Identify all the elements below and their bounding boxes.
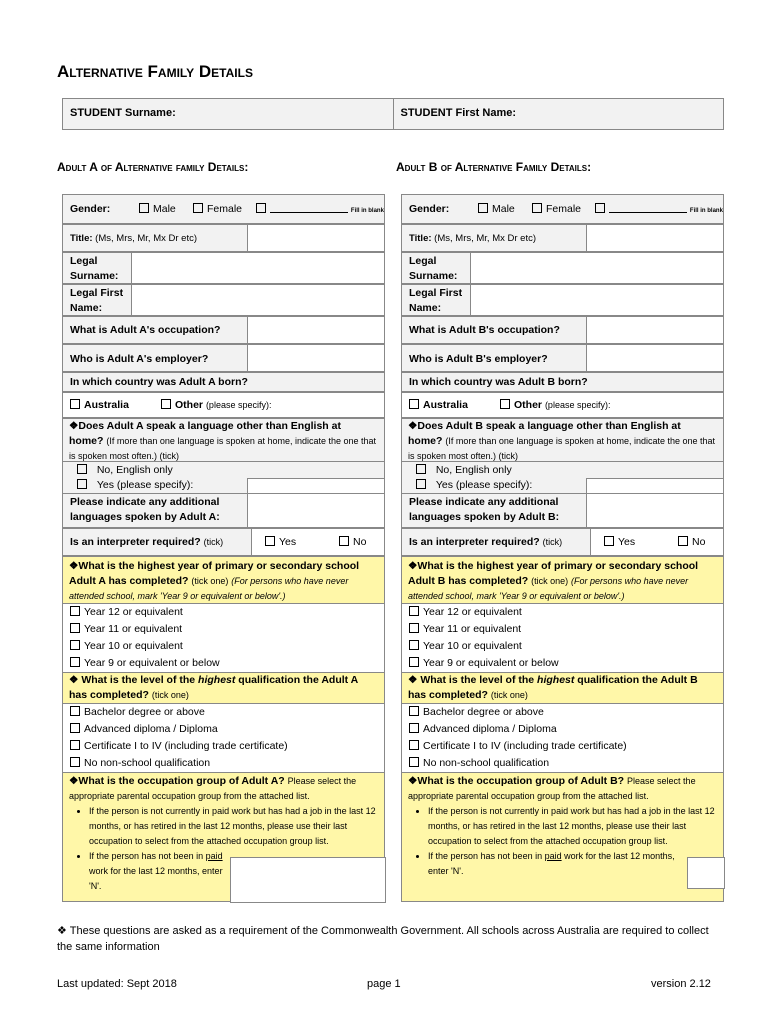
checkbox-icon[interactable]	[678, 536, 688, 546]
footnote	[57, 923, 722, 955]
legal-firstname-input[interactable]	[131, 285, 384, 315]
occupation: What is Adult A's occupation?	[70, 324, 221, 336]
page-title: Alternative Family Details	[57, 62, 253, 81]
title-input[interactable]	[247, 225, 384, 251]
country-options	[401, 392, 724, 418]
legal-surname-input[interactable]	[131, 253, 384, 283]
interpreter-row	[62, 528, 385, 556]
diamond-icon: ❖	[408, 674, 418, 686]
checkbox-icon[interactable]	[532, 203, 542, 213]
lang-no: No, English only	[435, 464, 512, 476]
student-surname-label[interactable]: STUDENT Surname:	[63, 99, 394, 129]
school-opts-3: Year 9 or equivalent or below	[84, 657, 220, 669]
legal-firstname-row	[401, 284, 724, 316]
lang-hint: (If more than one language is spoken at home, indicate the one that is spoken most often.) (tick)	[408, 436, 716, 461]
lang-specify-input[interactable]	[247, 478, 384, 493]
qual-opts-1: Advanced diploma / Diploma	[84, 723, 218, 735]
qual-opts-0: Bachelor degree or above	[423, 706, 544, 718]
occupation-row	[62, 316, 385, 344]
lang-yes-option[interactable]	[77, 478, 193, 493]
title-hint: (Ms, Mrs, Mr, Mx Dr etc)	[434, 233, 537, 244]
school-opt-1[interactable]	[409, 622, 521, 637]
employer-row	[62, 344, 385, 372]
checkbox-icon[interactable]	[478, 203, 488, 213]
school-options	[401, 604, 724, 672]
checkbox-icon[interactable]	[339, 536, 349, 546]
occ-bullet2-post: work for the last 12 months, enter 'N'.	[89, 866, 223, 891]
interpreter-tick: (tick)	[203, 537, 224, 547]
employer: Who is Adult B's employer?	[409, 353, 548, 365]
checkbox-icon[interactable]	[70, 606, 80, 616]
gender-other[interactable]	[595, 202, 723, 219]
legal-surname-row	[401, 252, 724, 284]
school-opt-3[interactable]	[70, 656, 220, 671]
legal-first: Legal First Name:	[409, 287, 463, 314]
additional-lang-input[interactable]	[247, 494, 384, 527]
interpreter-row	[401, 528, 724, 556]
lang-no-option[interactable]	[416, 463, 512, 478]
diamond-icon: ❖	[69, 420, 79, 432]
qual-q-post: qualification the Adult A has completed?	[69, 674, 358, 701]
country-australia[interactable]	[70, 398, 129, 413]
legal-surname: Legal Surname:	[70, 255, 119, 282]
checkbox-icon[interactable]	[409, 623, 419, 633]
interpreter-yes[interactable]	[265, 535, 296, 550]
checkbox-icon[interactable]	[416, 479, 426, 489]
female: Female	[546, 203, 582, 215]
occ-bullet2-pre: If the person has not been in	[89, 851, 206, 861]
occupation-input[interactable]	[586, 317, 723, 343]
checkbox-icon[interactable]	[409, 606, 419, 616]
legal-firstname-row	[62, 284, 385, 316]
school-question	[401, 556, 724, 604]
adult-b-heading: Adult B of Alternative Family Details:	[396, 160, 592, 174]
checkbox-icon[interactable]	[409, 757, 419, 767]
occupation-group-section	[401, 772, 724, 902]
student-name-row	[62, 98, 724, 130]
qual-tick: (tick one)	[151, 690, 189, 700]
gender-label: Gender:	[70, 203, 111, 215]
qualification-options	[62, 704, 385, 772]
checkbox-icon[interactable]	[409, 657, 419, 667]
student-firstname-label[interactable]: STUDENT First Name:	[400, 107, 517, 119]
occ-group-hint: Please select the appropriate parental occupation group from the attached list.	[408, 776, 696, 801]
checkbox-icon[interactable]	[500, 399, 510, 409]
diamond-icon: ❖	[408, 420, 418, 432]
school-opt-1[interactable]	[70, 622, 182, 637]
checkbox-icon[interactable]	[70, 657, 80, 667]
qual-opt-3[interactable]	[409, 756, 549, 771]
lang-specify-input[interactable]	[586, 478, 723, 493]
yes: Yes	[279, 536, 297, 548]
interpreter-options	[251, 529, 384, 555]
checkbox-icon[interactable]	[409, 706, 419, 716]
gender-other[interactable]	[256, 202, 384, 219]
school-opt-0[interactable]	[70, 605, 183, 620]
occ-bullet2-post: work for the last 12 months, enter 'N'.	[428, 851, 675, 876]
title-row	[401, 224, 724, 252]
school-opts-0: Year 12 or equivalent	[423, 606, 522, 618]
occ-group-q: What is the occupation group of Adult A?	[78, 775, 285, 787]
school-q: What is the highest year of primary or secondary school Adult B has completed?	[408, 560, 699, 587]
occupation-group-section	[62, 772, 385, 902]
footer-updated: Last updated: Sept 2018	[57, 978, 177, 990]
adult-a-heading: Adult A of Alternative family Details:	[57, 160, 249, 174]
gender-male[interactable]	[139, 202, 176, 217]
interpreter-tick: (tick)	[542, 537, 563, 547]
no: No	[353, 536, 367, 548]
school-opts-3: Year 9 or equivalent or below	[423, 657, 559, 669]
school-opt-0[interactable]	[409, 605, 522, 620]
diamond-icon: ❖	[57, 925, 67, 937]
qual-q-em: highest	[537, 674, 575, 686]
country-row	[62, 372, 385, 392]
school-tick: (tick one)	[531, 576, 569, 586]
diamond-icon: ❖	[69, 775, 79, 787]
male: Male	[492, 203, 515, 215]
checkbox-icon[interactable]	[409, 740, 419, 750]
qual-opt-1[interactable]	[70, 722, 218, 737]
legal-surname-row	[62, 252, 385, 284]
footnote-text: These questions are asked as a requirement of the Commonwealth Government. All schools across Australia are required to collect the same information	[57, 925, 709, 953]
school-hint: (For persons who have never attended school, mark 'Year 9 or equivalent or below'.)	[69, 576, 349, 601]
gender-row	[401, 194, 724, 224]
country-row	[401, 372, 724, 392]
employer-input[interactable]	[247, 345, 384, 371]
qual-opt-2[interactable]	[70, 739, 288, 754]
legal-surname: Legal Surname:	[409, 255, 458, 282]
footer-page: page 1	[367, 978, 401, 990]
lang-q: Does Adult A speak a language other than English at home?	[69, 420, 341, 447]
school-opt-3[interactable]	[409, 656, 559, 671]
qual-opts-2: Certificate I to IV (including trade certificate)	[423, 740, 627, 752]
qualification-question	[62, 672, 385, 704]
language-question	[401, 418, 724, 462]
school-opts-1: Year 11 or equivalent	[84, 623, 183, 635]
australia: Australia	[84, 399, 129, 411]
female: Female	[207, 203, 243, 215]
gender-label: Gender:	[409, 203, 450, 215]
qual-opts-1: Advanced diploma / Diploma	[423, 723, 557, 735]
qual-opt-1[interactable]	[409, 722, 557, 737]
interpreter-yes[interactable]	[604, 535, 635, 550]
checkbox-icon[interactable]	[70, 706, 80, 716]
diamond-icon: ❖	[408, 560, 418, 572]
lang-hint: (If more than one language is spoken at home, indicate the one that is spoken most often.) (tick)	[69, 436, 377, 461]
checkbox-icon[interactable]	[70, 757, 80, 767]
language-options	[62, 462, 385, 494]
country-options	[62, 392, 385, 418]
occ-bullet-2	[428, 849, 683, 879]
interpreter-options	[590, 529, 723, 555]
occ-group-hint: Please select the appropriate parental occupation group from the attached list.	[69, 776, 357, 801]
lang-yes: Yes (please specify):	[435, 479, 533, 491]
qual-q-pre: What is the level of the	[81, 674, 199, 686]
checkbox-icon[interactable]	[70, 399, 80, 409]
interpreter: Is an interpreter required?	[409, 536, 540, 548]
lang-yes-option[interactable]	[416, 478, 532, 493]
qual-opt-2[interactable]	[409, 739, 627, 754]
checkbox-icon[interactable]	[409, 640, 419, 650]
other-hint: (please specify):	[205, 400, 272, 410]
school-opts-2: Year 10 or equivalent	[423, 640, 522, 652]
checkbox-icon[interactable]	[595, 203, 605, 213]
school-options	[62, 604, 385, 672]
country-australia[interactable]	[409, 398, 468, 413]
qual-opt-0[interactable]	[70, 705, 205, 720]
lang-yes: Yes (please specify):	[96, 479, 194, 491]
qualification-question	[401, 672, 724, 704]
employer-row	[401, 344, 724, 372]
qual-opt-3[interactable]	[70, 756, 210, 771]
country-other[interactable]	[161, 398, 271, 413]
language-question	[62, 418, 385, 462]
employer-input[interactable]	[586, 345, 723, 371]
occ-bullet-1: • If the person is not currently in paid work but has had a job in the last 12 months, or has retired in the last 12 months, please use their last occupation to select from the attached occupation group list.	[89, 804, 378, 849]
occupation: What is Adult B's occupation?	[409, 324, 560, 336]
checkbox-icon[interactable]	[161, 399, 171, 409]
fill-in: Fill in blank	[350, 208, 384, 214]
lang-q: Does Adult B speak a language other than English at home?	[408, 420, 681, 447]
qual-opts-3: No non-school qualification	[423, 757, 550, 769]
occ-bullet-1: • If the person is not currently in paid work but has had a job in the last 12 months, or has retired in the last 12 months, please use their last occupation to select from the attached occupation group list.	[428, 804, 717, 849]
additional-lang-row	[401, 494, 724, 528]
title-label: Title:	[409, 233, 432, 244]
occ-group-q: What is the occupation group of Adult B?	[417, 775, 625, 787]
occ-bullet-2	[89, 849, 224, 894]
qual-opt-0[interactable]	[409, 705, 544, 720]
interpreter-no[interactable]	[678, 535, 705, 550]
school-opt-2[interactable]	[70, 639, 183, 654]
school-question	[62, 556, 385, 604]
checkbox-icon[interactable]	[70, 723, 80, 733]
checkbox-icon[interactable]	[139, 203, 149, 213]
occ-bullet2-pre: If the person has not been in	[428, 851, 545, 861]
school-q: What is the highest year of primary or secondary school Adult A has completed?	[69, 560, 360, 587]
lang-no: No, English only	[96, 464, 173, 476]
checkbox-icon[interactable]	[70, 623, 80, 633]
australia: Australia	[423, 399, 468, 411]
occupation-group-input[interactable]	[687, 857, 725, 889]
qualification-options	[401, 704, 724, 772]
gender-male[interactable]	[478, 202, 515, 217]
school-hint: (For persons who have never attended school, mark 'Year 9 or equivalent or below'.)	[408, 576, 689, 601]
qual-tick: (tick one)	[490, 690, 528, 700]
country: In which country was Adult A born?	[70, 376, 248, 388]
checkbox-icon[interactable]	[409, 723, 419, 733]
additional-lang: Please indicate any additional languages spoken by Adult B:	[409, 496, 560, 523]
school-opts-1: Year 11 or equivalent	[423, 623, 522, 635]
checkbox-icon[interactable]	[77, 479, 87, 489]
interpreter-no[interactable]	[339, 535, 366, 550]
additional-lang-input[interactable]	[586, 494, 723, 527]
lang-no-option[interactable]	[77, 463, 173, 478]
additional-lang-row	[62, 494, 385, 528]
diamond-icon: ❖	[69, 674, 79, 686]
qual-q-post: qualification the Adult B has completed?	[408, 674, 698, 701]
title-hint: (Ms, Mrs, Mr, Mx Dr etc)	[95, 233, 198, 244]
qual-opts-2: Certificate I to IV (including trade certificate)	[84, 740, 288, 752]
gender-row	[62, 194, 385, 224]
qual-opts-0: Bachelor degree or above	[84, 706, 205, 718]
interpreter: Is an interpreter required?	[70, 536, 201, 548]
checkbox-icon[interactable]	[70, 640, 80, 650]
checkbox-icon[interactable]	[416, 464, 426, 474]
school-opt-2[interactable]	[409, 639, 522, 654]
legal-surname-input[interactable]	[470, 253, 723, 283]
gender-female[interactable]	[532, 202, 581, 217]
checkbox-icon[interactable]	[265, 536, 275, 546]
language-options	[401, 462, 724, 494]
other: Other	[514, 399, 543, 411]
male: Male	[153, 203, 176, 215]
school-opts-2: Year 10 or equivalent	[84, 640, 183, 652]
occupation-group-input[interactable]	[230, 857, 386, 903]
title-label: Title:	[70, 233, 93, 244]
employer: Who is Adult A's employer?	[70, 353, 209, 365]
title-input[interactable]	[586, 225, 723, 251]
occupation-input[interactable]	[247, 317, 384, 343]
checkbox-icon[interactable]	[77, 464, 87, 474]
other-hint: (please specify):	[544, 400, 611, 410]
legal-first: Legal First Name:	[70, 287, 124, 314]
other: Other	[175, 399, 204, 411]
checkbox-icon[interactable]	[256, 203, 266, 213]
country: In which country was Adult B born?	[409, 376, 588, 388]
additional-lang: Please indicate any additional languages spoken by Adult A:	[70, 496, 220, 523]
legal-firstname-input[interactable]	[470, 285, 723, 315]
title-row	[62, 224, 385, 252]
school-opts-0: Year 12 or equivalent	[84, 606, 183, 618]
gender-female[interactable]	[193, 202, 242, 217]
school-tick: (tick one)	[191, 576, 229, 586]
yes: Yes	[618, 536, 636, 548]
diamond-icon: ❖	[69, 560, 79, 572]
checkbox-icon[interactable]	[604, 536, 614, 546]
checkbox-icon[interactable]	[70, 740, 80, 750]
fill-in: Fill in blank	[689, 208, 723, 214]
checkbox-icon[interactable]	[409, 399, 419, 409]
diamond-icon: ❖	[408, 775, 418, 787]
occupation-row	[401, 316, 724, 344]
occ-bullet2-u: paid	[544, 851, 562, 861]
checkbox-icon[interactable]	[193, 203, 203, 213]
footer-version: version 2.12	[651, 978, 711, 990]
qual-q-em: highest	[198, 674, 236, 686]
country-other[interactable]	[500, 398, 610, 413]
no: No	[692, 536, 706, 548]
qual-opts-3: No non-school qualification	[84, 757, 211, 769]
occ-bullet2-u: paid	[205, 851, 223, 861]
qual-q-pre: What is the level of the	[420, 674, 538, 686]
